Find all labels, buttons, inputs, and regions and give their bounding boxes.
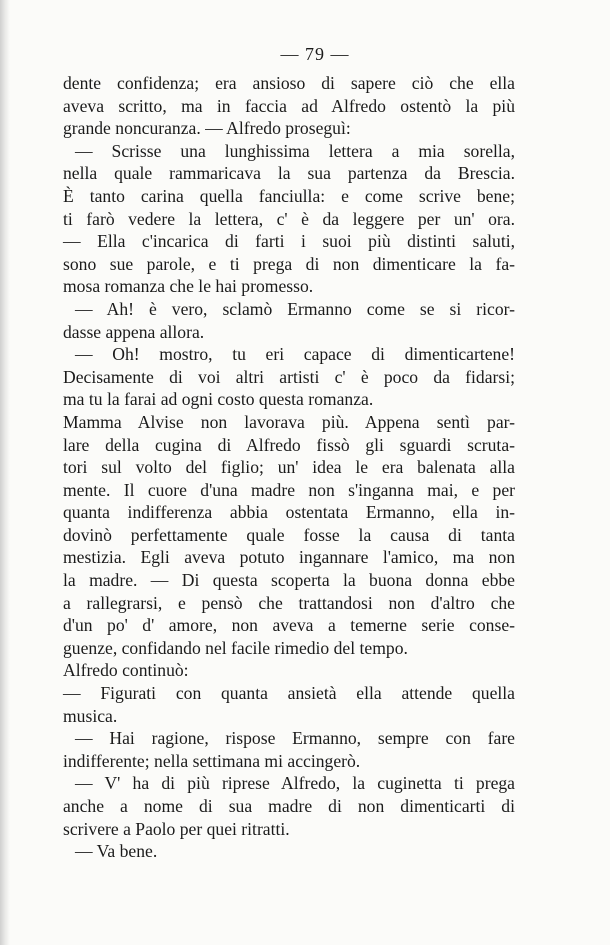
text-line: — V' ha di più riprese Alfredo, la cuginetta ti prega <box>75 773 515 794</box>
text-line: sono sue parole, e ti prega di non dimenticare la fa- <box>63 253 515 274</box>
text-line: — Oh! mostro, tu eri capace di dimenticartene! <box>75 344 515 365</box>
text-line: — Ella c'incarica di farti i suoi più distinti saluti, <box>63 231 515 252</box>
text-line: mestizia. Egli aveva potuto ingannare l'amico, ma non <box>63 547 515 568</box>
text-line: anche a nome di sua madre di non dimenticarti di <box>63 796 515 816</box>
text-line: tori sul volto del figlio; un' idea le era balenata alla <box>63 457 515 478</box>
text-line: ma tu la farai ad ogni costo questa romanza. <box>63 389 374 410</box>
text-line: dovinò perfettamente quale fosse la causa di tanta <box>63 524 515 545</box>
text-line: aveva scritto, ma in faccia ad Alfredo ostentò la più <box>63 95 515 116</box>
text-line: Alfredo continuò: <box>63 660 189 681</box>
text-line: — Hai ragione, rispose Ermanno, sempre con fare <box>75 728 515 749</box>
text-line: Mamma Alvise non lavorava più. Appena sentì par- <box>63 411 515 432</box>
text-line: d'un po' d' amore, non aveva a temerne serie conse- <box>63 615 515 636</box>
text-line: musica. <box>63 705 118 726</box>
text-line: a rallegrarsi, e pensò che trattandosi non d'altro che <box>63 592 515 613</box>
text-line: guenze, confidando nel facile rimedio del tempo. <box>63 637 408 658</box>
text-line: mente. Il cuore d'una madre non s'inganna mai, e per <box>63 479 515 500</box>
text-line: — Figurati con quanta ansietà ella attende quella <box>63 683 515 704</box>
body-text <box>63 72 515 863</box>
text-line: indifferente; nella settimana mi accingerò. <box>63 750 361 771</box>
text-line: È tanto carina quella fanciulla: e come scrive bene; <box>63 185 515 206</box>
text-line: quanta indifferenza abbia ostentata Ermanno, ella in- <box>63 502 515 523</box>
text-line: — Scrisse una lunghissima lettera a mia sorella, <box>75 140 515 161</box>
text-line: dasse appena allora. <box>63 321 205 342</box>
text-line: scrivere a Paolo per quei ritratti. <box>63 818 290 839</box>
text-line: dente confidenza; era ansioso di sapere ciò che ella <box>63 73 515 93</box>
text-line: la madre. — Di questa scoperta la buona donna ebbe <box>63 570 515 591</box>
text-line: Decisamente di voi altri artisti c' è poco da fidarsi; <box>63 366 515 387</box>
text-line: lare della cugina di Alfredo fissò gli sguardi scruta- <box>63 434 515 455</box>
binding-shadow <box>0 0 10 945</box>
text-line: ti farò vedere la lettera, c' è da leggere per un' ora. <box>63 208 515 229</box>
text-line: mosa romanza che le hai promesso. <box>63 276 314 297</box>
page-number: — 79 — <box>280 44 350 64</box>
text-line: — Ah! è vero, sclamò Ermanno come se si ricor- <box>75 298 515 319</box>
text-line: — Va bene. <box>75 841 158 862</box>
text-line: grande noncuranza. — Alfredo proseguì: <box>63 118 351 139</box>
text-line: nella quale rammaricava la sua partenza da Brescia. <box>63 163 515 184</box>
